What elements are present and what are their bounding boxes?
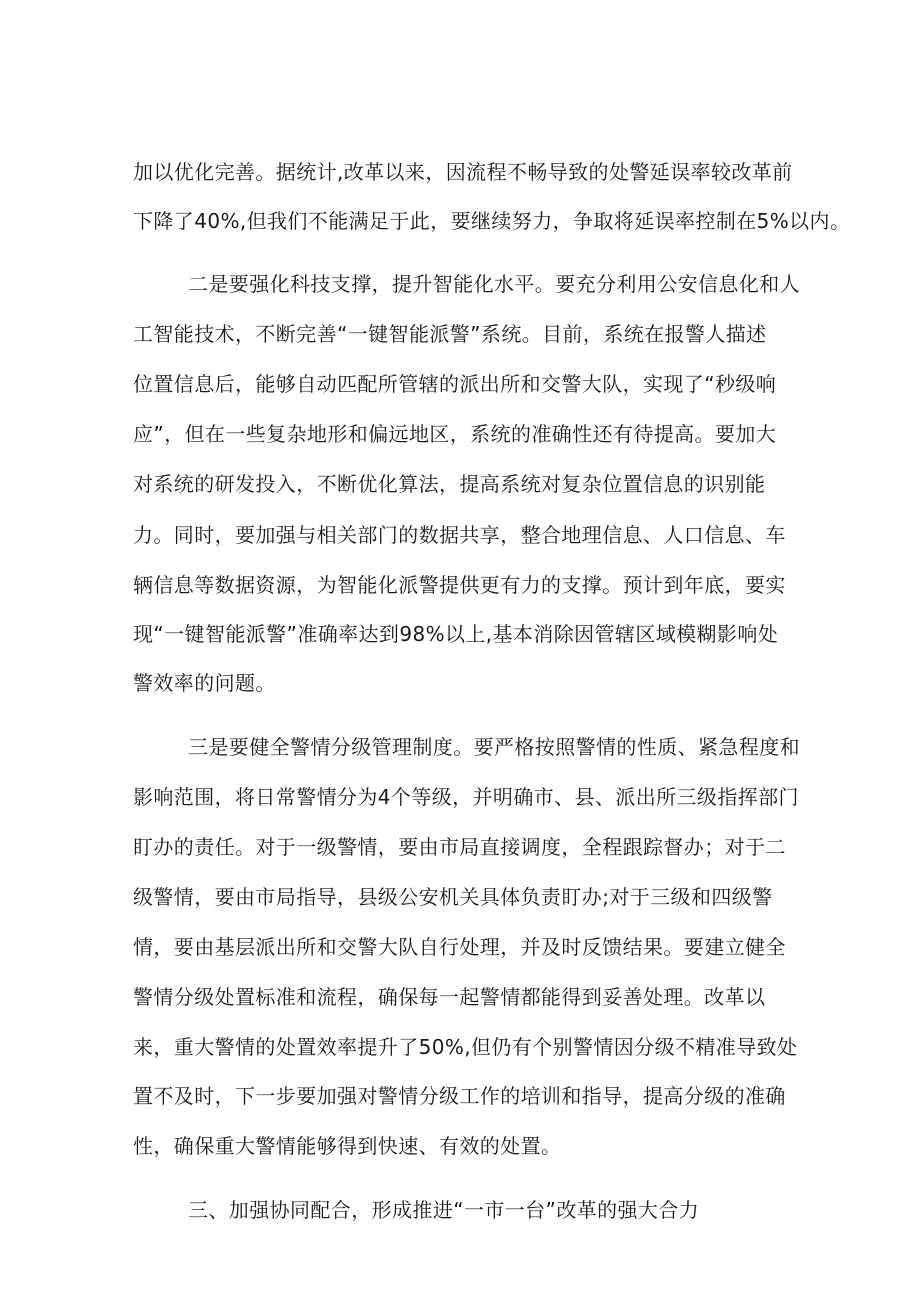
paragraph-3-line-4: 级警情，要由市局指导，县级公安机关具体负责盯办;对于三级和四级警 bbox=[133, 885, 773, 909]
paragraph-2-line-2: 工智能技术，不断完善“一键智能派警”系统。目前，系统在报警人描述 bbox=[133, 322, 767, 346]
paragraph-2-line-5: 对系统的研发投入，不断优化算法，提高系统对复杂位置信息的识别能 bbox=[133, 472, 766, 496]
paragraph-3-line-9: 性，确保重大警情能够得到快速、有效的处置。 bbox=[133, 1134, 562, 1158]
section-heading: 三、加强协同配合，形成推进“一市一台”改革的强大合力 bbox=[188, 1198, 700, 1222]
paragraph-2-line-6: 力。同时，要加强与相关部门的数据共享，整合地理信息、人口信息、车 bbox=[133, 523, 786, 547]
paragraph-2-line-7: 辆信息等数据资源，为智能化派警提供更有力的支撑。预计到年底，要实 bbox=[133, 573, 786, 597]
paragraph-2-line-3: 位置信息后，能够自动匹配所管辖的派出所和交警大队，实现了“秒级响 bbox=[133, 372, 777, 396]
paragraph-3-line-6: 警情分级处置标准和流程，确保每一起警情都能得到妥善处理。改革以 bbox=[133, 985, 766, 1009]
paragraph-3-line-7: 来，重大警情的处置效率提升了50%,但仍有个别警情因分级不精准导致处 bbox=[133, 1035, 798, 1059]
paragraph-3-line-1: 三是要健全警情分级管理制度。要严格按照警情的性质、紧急程度和 bbox=[188, 735, 800, 759]
paragraph-3-line-3: 盯办的责任。对于一级警情，要由市局直接调度，全程跟踪督办；对于二 bbox=[133, 835, 786, 859]
paragraph-3-line-2: 影响范围，将日常警情分为4个等级，并明确市、县、派出所三级指挥部门 bbox=[133, 785, 799, 809]
paragraph-1-line-1: 加以优化完善。据统计,改革以来，因流程不畅导致的处警延误率较改革前 bbox=[133, 160, 793, 184]
paragraph-2-line-4: 应”，但在一些复杂地形和偏远地区，系统的准确性还有待提高。要加大 bbox=[133, 422, 777, 446]
paragraph-2-line-8: 现“一键智能派警”准确率达到98%以上,基本消除因管辖区域模糊影响处 bbox=[133, 622, 779, 646]
paragraph-3-line-8: 置不及时，下一步要加强对警情分级工作的培训和指导，提高分级的准确 bbox=[133, 1084, 786, 1108]
paragraph-1-line-2: 下降了40%,但我们不能满足于此，要继续努力，争取将延误率控制在5%以内。 bbox=[133, 209, 851, 233]
paragraph-2-line-9: 警效率的问题。 bbox=[133, 671, 276, 695]
paragraph-2-line-1: 二是要强化科技支撑，提升智能化水平。要充分利用公安信息化和人 bbox=[188, 272, 800, 296]
paragraph-3-line-5: 情，要由基层派出所和交警大队自行处理，并及时反馈结果。要建立健全 bbox=[133, 935, 786, 959]
